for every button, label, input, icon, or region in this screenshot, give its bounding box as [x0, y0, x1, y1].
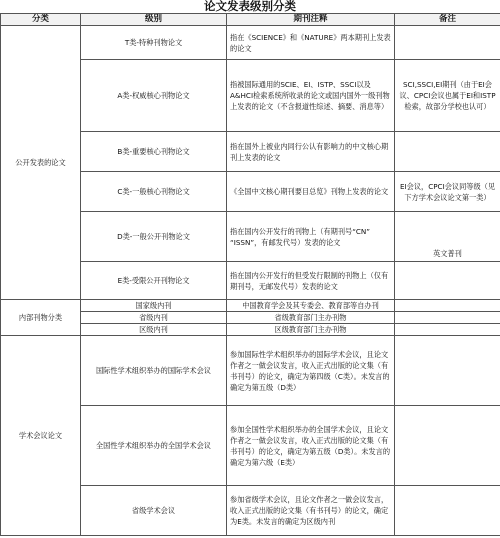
- level-cell: T类-特种刊物论文: [81, 26, 227, 60]
- note-cell: 指在国外上被业内同行公认有影响力的中文核心期刊上发表的论文: [227, 132, 395, 172]
- level-cell: 省级学术会议: [81, 486, 227, 536]
- note-cell: 指在《SCIENCE》和《NATURE》两本期刊上发表的论文: [227, 26, 395, 60]
- note-cell: 指被国际通用的SCIE、EI、ISTP、SSCI以及A&HCI检索系统所收录的论文或国内国外一级刊物上发表的论文（不含报道性综述、摘要、消息等）: [227, 60, 395, 132]
- remark-cell: [395, 312, 500, 324]
- remark-cell: [395, 324, 500, 336]
- note-cell: 中国教育学会及其专委会、教育部等自办刊: [227, 300, 395, 312]
- document-title: 论文发表级别分类: [204, 0, 296, 13]
- header-level: 级别: [81, 14, 227, 26]
- note-cell: 指在国内公开发行的但受发行限制的刊物上（仅有期刊号，无邮发代号）发表的论文: [227, 262, 395, 300]
- remark-cell: [395, 262, 500, 300]
- level-cell: 国际性学术组织举办的国际学术会议: [81, 336, 227, 406]
- header-remark: 备注: [395, 14, 500, 26]
- remark-cell: [395, 336, 500, 406]
- level-cell: D类-一般公开刊物论文: [81, 212, 227, 262]
- level-cell: 区级内刊: [81, 324, 227, 336]
- remark-cell: [395, 26, 500, 60]
- remark-cell: SCI,SSCI,EI期刊（由于EI会议、CPCI会议也属于EI和ISTP检索，故部分学校也认可）: [395, 60, 500, 132]
- level-cell: A类-权威核心刊物论文: [81, 60, 227, 132]
- group-conference: 学术会议论文: [1, 336, 81, 536]
- remark-cell: [395, 132, 500, 172]
- remark-cell: EI会议，CPCI会议同等级（见下方学术会议论文第一类）: [395, 172, 500, 212]
- header-row: [1, 14, 500, 26]
- header-category: 分类: [1, 14, 81, 26]
- level-cell: 省级内刊: [81, 312, 227, 324]
- group-public: 公开发表的论文: [1, 26, 81, 300]
- level-cell: 全国性学术组织举办的全国学术会议: [81, 406, 227, 486]
- level-cell: B类-重要核心刊物论文: [81, 132, 227, 172]
- remark-cell: [395, 300, 500, 312]
- level-cell: C类-一般核心刊物论文: [81, 172, 227, 212]
- group-internal: 内部刊物分类: [1, 300, 81, 336]
- level-cell: 国家级内刊: [81, 300, 227, 312]
- note-cell: 省级教育部门主办刊物: [227, 312, 395, 324]
- note-cell: 区级教育部门主办刊物: [227, 324, 395, 336]
- note-cell: 指在国内公开发行的刊物上（有期刊号“CN” “ISSN”，有邮发代号）发表的论文: [227, 212, 395, 262]
- header-note: 期刊注释: [227, 14, 395, 26]
- remark-cell: 英文普刊: [395, 212, 500, 262]
- table-row: [1, 336, 500, 406]
- table-row: [1, 26, 500, 60]
- note-cell: 《全国中文核心期刊要目总览》刊物上发表的论文: [227, 172, 395, 212]
- note-cell: 参加省级学术会议，且论文作者之一做会议发言，收入正式出版的论文集（有书刊号）的论文，确定为E类。未发言的确定为区级内刊: [227, 486, 395, 536]
- table-row: [1, 300, 500, 312]
- remark-cell: [395, 406, 500, 486]
- remark-cell: [395, 486, 500, 536]
- level-cell: E类-受限公开刊物论文: [81, 262, 227, 300]
- note-cell: 参加国际性学术组织举办的国际学术会议，且论文作者之一做会议发言，收入正式出版的论文集（有书刊号）的论文，确定为第四级（C类）。未发言的确定为第五级（D类）: [227, 336, 395, 406]
- note-cell: 参加全国性学术组织举办的全国学术会议，且论文作者之一做会议发言，收入正式出版的论文集（有书刊号）的论文，确定为第五级（D类）。未发言的确定为第六级（E类）: [227, 406, 395, 486]
- classification-table: [0, 13, 500, 536]
